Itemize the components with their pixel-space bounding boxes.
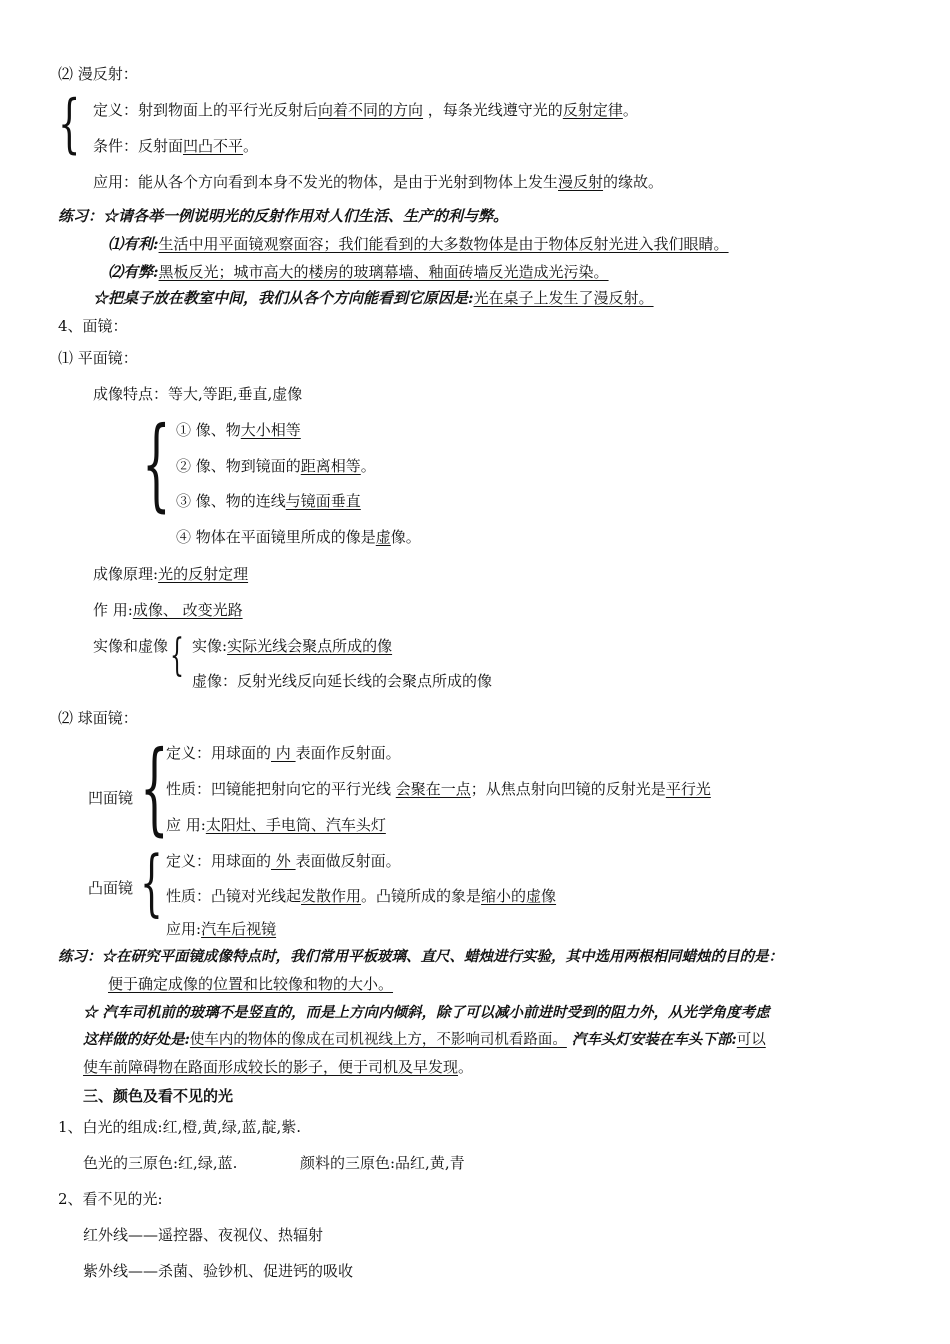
answer: 汽车后视镜 bbox=[201, 920, 277, 938]
exercise-question bbox=[93, 288, 654, 308]
answer: 生活中用平面镜观察面容；我们能看到的大多数物体是由于物体反射光进入我们眼睛。 bbox=[158, 235, 729, 253]
text: ④ 物体在平面镜里所成的像是 bbox=[176, 528, 376, 546]
answer: 使车内的物体的像成在司机视线上方，不影响司机看路面。 bbox=[189, 1032, 567, 1048]
answer: 大小相等 bbox=[240, 421, 301, 439]
text: ③ 像、物的连线 bbox=[176, 492, 286, 510]
subsection-title-plane-mirror: ⑴ 平面镜： bbox=[58, 349, 138, 367]
answer: 外 bbox=[271, 852, 296, 870]
answer: 漫反射 bbox=[558, 173, 604, 191]
text: 定义：用球面的 bbox=[166, 744, 272, 762]
brace: { bbox=[140, 729, 169, 846]
brace: { bbox=[140, 840, 163, 924]
text: 应用: bbox=[166, 920, 202, 938]
answer: 可以 bbox=[736, 1032, 766, 1048]
answer: 缩小的虚像 bbox=[481, 887, 557, 905]
invisible-light-title: 2、看不见的光: bbox=[58, 1190, 163, 1208]
text: 表面做反射面。 bbox=[295, 852, 401, 870]
answer: 太阳灶、手电筒、汽车头灯 bbox=[205, 816, 386, 834]
text: 条件：反射面 bbox=[93, 137, 184, 155]
exercise-answer bbox=[83, 1057, 473, 1077]
concave-mirror-label: 凹面镜 bbox=[88, 789, 134, 807]
answer: 成像、 改变光路 bbox=[132, 601, 243, 619]
real-image-line bbox=[192, 636, 392, 656]
answer: 光在桌子上发生了漫反射。 bbox=[473, 289, 654, 307]
text: 作 用: bbox=[93, 601, 133, 619]
answer-label: ⑵有弊: bbox=[108, 263, 159, 281]
white-light-line: 1、白光的组成:红,橙,黄,绿,蓝,靛,紫. bbox=[58, 1118, 301, 1136]
answer: 内 bbox=[271, 744, 296, 762]
text: 。 bbox=[622, 101, 638, 119]
exercise-question: 练习：☆在研究平面镜成像特点时，我们常用平板玻璃、直尺、蜡烛进行实验，其中选用两根相同蜡烛的目的是： bbox=[58, 948, 783, 965]
infrared-line: 红外线——遥控器、夜视仪、热辐射 bbox=[83, 1226, 324, 1244]
convex-application bbox=[166, 919, 276, 939]
exercise-question: 练习：☆请各举一例说明光的反射作用对人们生活、生产的利与弊。 bbox=[58, 207, 509, 225]
list-item bbox=[176, 527, 421, 547]
answer: 实际光线会聚点所成的像 bbox=[227, 637, 393, 655]
text: ② 像、物到镜面的 bbox=[176, 457, 301, 475]
exercise-answer bbox=[108, 262, 609, 282]
text: 的缘故。 bbox=[603, 173, 664, 191]
text: ① 像、物 bbox=[176, 421, 241, 439]
subsection-title-spherical-mirror: ⑵ 球面镜： bbox=[58, 709, 138, 727]
brace: { bbox=[170, 630, 184, 681]
primary-colors-light: 色光的三原色:红,绿,蓝. bbox=[83, 1154, 238, 1172]
brace: { bbox=[58, 87, 81, 161]
answer: 与镜面垂直 bbox=[285, 492, 361, 510]
answer: 平行光 bbox=[665, 780, 711, 798]
text: 定义：用球面的 bbox=[166, 852, 272, 870]
answer: 虚 bbox=[375, 528, 391, 546]
answer: 凹凸不平 bbox=[183, 137, 244, 155]
virtual-image-line: 虚像：反射光线反向延长线的会聚点所成的像 bbox=[192, 672, 493, 690]
text: 成像原理: bbox=[93, 565, 159, 583]
list-item bbox=[176, 491, 361, 511]
answer: 黑板反光；城市高大的楼房的玻璃幕墙、釉面砖墙反光造成光污染。 bbox=[158, 263, 609, 281]
answer-label: ⑴有利: bbox=[108, 235, 159, 253]
question-text: ☆把桌子放在教室中间，我们从各个方向能看到它原因是: bbox=[93, 289, 474, 307]
question-text: 这样做的好处是: bbox=[83, 1031, 190, 1048]
text: 定义：射到物面上的平行光反射后 bbox=[93, 101, 319, 119]
text: 表面作反射面。 bbox=[295, 744, 401, 762]
convex-property bbox=[166, 886, 556, 906]
text: 性质：凹镜能把射向它的平行光线 bbox=[166, 780, 396, 798]
concave-definition bbox=[166, 743, 401, 763]
imaging-features: 成像特点：等大,等距,垂直,虚像 bbox=[93, 385, 303, 403]
text: 。凸镜所成的象是 bbox=[361, 887, 482, 905]
ultraviolet-line: 紫外线——杀菌、验钞机、促进钙的吸收 bbox=[83, 1262, 354, 1280]
answer: 发散作用 bbox=[301, 887, 362, 905]
question-text: 汽车头灯安装在车头下部: bbox=[566, 1031, 737, 1048]
definition-line bbox=[93, 100, 638, 120]
text: 应用：能从各个方向看到本身不发光的物体，是由于光射到物体上发生 bbox=[93, 173, 559, 191]
convex-definition bbox=[166, 851, 401, 871]
text: 。 bbox=[360, 457, 376, 475]
brace: { bbox=[142, 405, 171, 522]
real-virtual-label: 实像和虚像 bbox=[93, 637, 169, 655]
concave-property bbox=[166, 779, 711, 799]
primary-colors-pigment: 颜料的三原色:品红,黄,青 bbox=[300, 1154, 465, 1172]
list-item bbox=[176, 420, 301, 440]
answer: 使车前障碍物在路面形成较长的影子，便于司机及早发现 bbox=[83, 1058, 459, 1076]
section-title-diffuse-reflection: ⑵ 漫反射： bbox=[58, 65, 138, 83]
exercise-answer bbox=[108, 974, 393, 994]
convex-mirror-label: 凸面镜 bbox=[88, 879, 134, 897]
concave-application bbox=[166, 815, 386, 835]
answer: 便于确定成像的位置和比较像和物的大小。 bbox=[108, 975, 394, 993]
section-title-colors: 三、颜色及看不见的光 bbox=[83, 1087, 234, 1105]
section-title-mirrors: 4、面镜： bbox=[58, 317, 128, 335]
function-line bbox=[93, 600, 243, 620]
condition-line bbox=[93, 136, 258, 156]
exercise-question: ☆ 汽车司机前的玻璃不是竖直的，而是上方向内倾斜，除了可以减小前进时受到的阻力外，从光学角度考虑 bbox=[83, 1004, 770, 1021]
exercise-answer bbox=[83, 1030, 766, 1050]
text: 。 bbox=[458, 1058, 474, 1076]
text: 。 bbox=[243, 137, 259, 155]
answer: 向着不同的方向 bbox=[318, 101, 424, 119]
text: 实像: bbox=[192, 637, 228, 655]
list-item bbox=[176, 456, 376, 476]
text: 应 用: bbox=[166, 816, 206, 834]
answer: 反射定律 bbox=[562, 101, 623, 119]
imaging-principle bbox=[93, 564, 248, 584]
exercise-answer bbox=[108, 234, 729, 254]
text: 性质：凸镜对光线起 bbox=[166, 887, 302, 905]
answer: 光的反射定理 bbox=[158, 565, 249, 583]
answer: 会聚在一点 bbox=[395, 780, 471, 798]
text: ；从焦点射向凹镜的反射光是 bbox=[470, 780, 666, 798]
application-line bbox=[93, 172, 663, 192]
answer: 距离相等 bbox=[300, 457, 361, 475]
text: ，每条光线遵守光的 bbox=[423, 101, 563, 119]
text: 像。 bbox=[390, 528, 421, 546]
